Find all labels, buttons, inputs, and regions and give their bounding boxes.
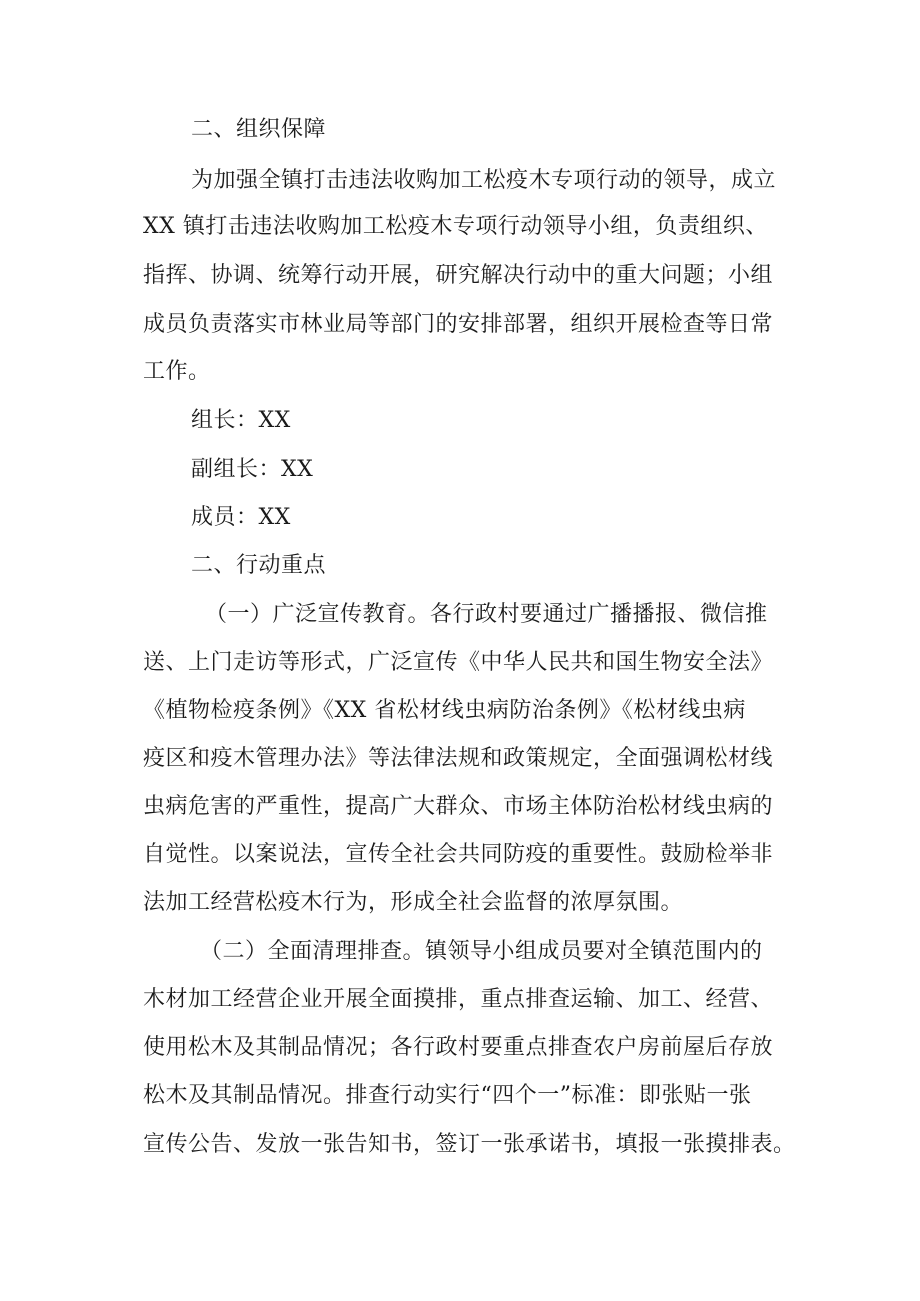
paragraph-line: XX 镇打击违法收购加工松疫木专项行动领导小组，负责组织、: [143, 214, 768, 239]
members-line: 成员：XX: [191, 505, 291, 530]
paragraph-line: 指挥、协调、统筹行动开展，研究解决行动中的重大问题；小组: [143, 263, 774, 288]
leader-line: 组长：XX: [191, 408, 291, 433]
paragraph-line: 自觉性。以案说法，宣传全社会共同防疫的重要性。鼓励检举非: [143, 842, 774, 867]
paragraph-line: 工作。: [143, 359, 211, 384]
paragraph-line: 成员负责落实市林业局等部门的安排部署，组织开展检查等日常: [143, 312, 774, 337]
deputy-leader-line: 副组长：XX: [191, 457, 314, 482]
paragraph-line: （一）广泛宣传教育。各行政村要通过广播播报、微信推: [205, 602, 768, 627]
paragraph-line: 松木及其制品情况。排查行动实行“四个一”标准：即张贴一张: [143, 1083, 752, 1108]
paragraph-line: （二）全面清理排查。镇领导小组成员要对全镇范围内的: [200, 939, 763, 964]
paragraph-line: 法加工经营松疫木行为，形成全社会监督的浓厚氛围。: [143, 890, 684, 915]
paragraph-line: 木材加工经营企业开展全面摸排，重点排查运输、加工、经营、: [143, 987, 774, 1012]
paragraph-line: 虫病危害的严重性，提高广大群众、市场主体防治松材线虫病的: [143, 794, 774, 819]
paragraph-line: 宣传公告、发放一张告知书，签订一张承诺书，填报一张摸排表。: [143, 1132, 796, 1157]
section-heading-focus: 二、行动重点: [191, 553, 327, 578]
paragraph-line: 疫区和疫木管理办法》等法律法规和政策规定，全面强调松材线: [143, 746, 774, 771]
paragraph-line: 为加强全镇打击违法收购加工松疫木专项行动的领导，成立: [191, 168, 777, 193]
paragraph-line: 使用松木及其制品情况；各行政村要重点排查农户房前屋后存放: [143, 1035, 774, 1060]
paragraph-line: 送、上门走访等形式，广泛宣传《中华人民共和国生物安全法》: [143, 650, 774, 675]
section-heading-organization: 二、组织保障: [191, 117, 327, 142]
paragraph-line: 《植物检疫条例》《XX 省松材线虫病防治条例》《松材线虫病: [143, 698, 746, 723]
